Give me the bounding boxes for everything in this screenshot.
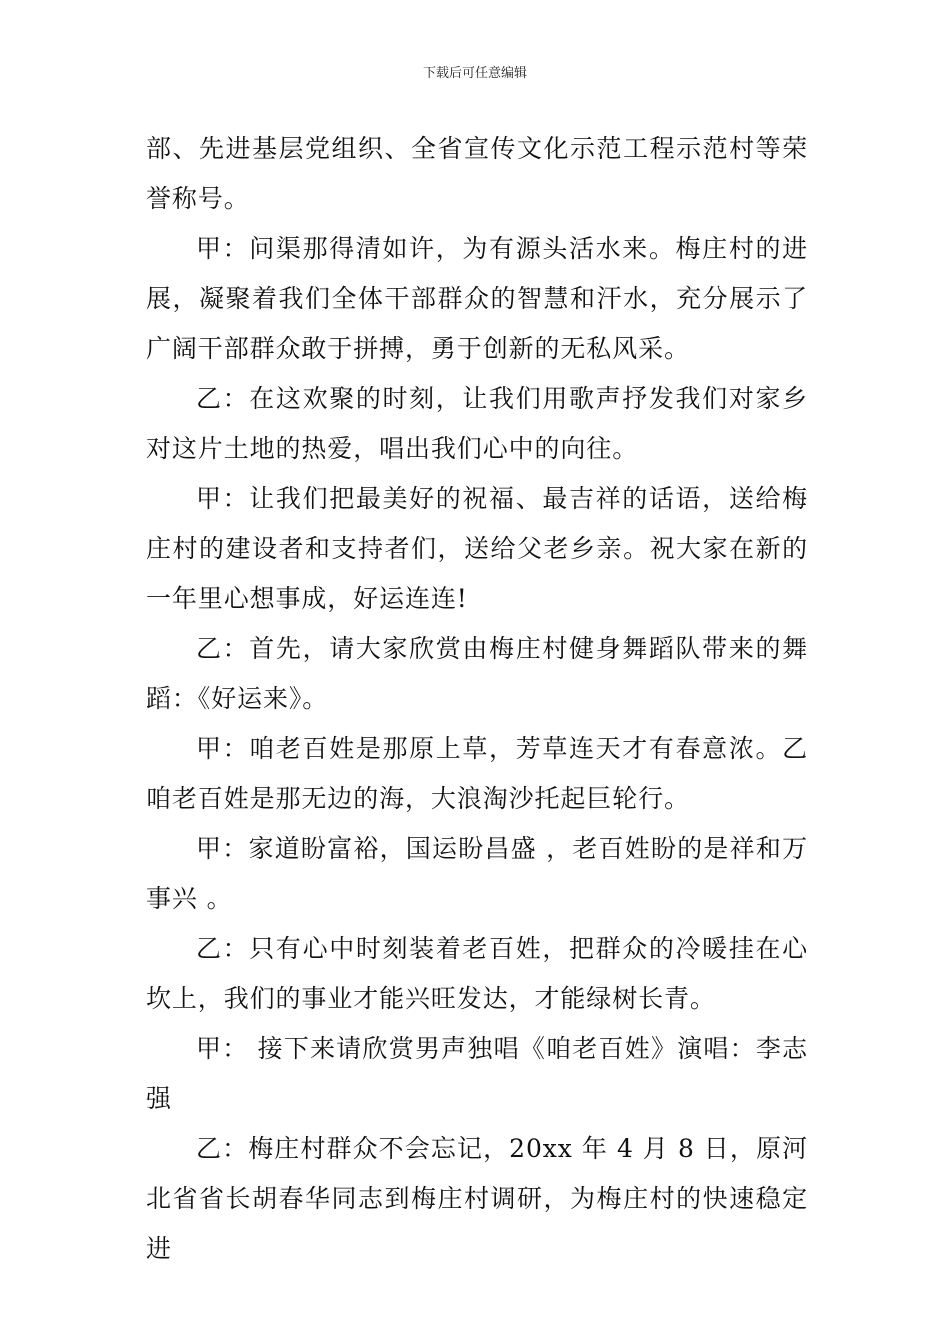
paragraph-jia-4: 甲：家道盼富裕，国运盼昌盛 ，老百姓盼的是祥和万事兴 。 — [146, 834, 808, 913]
paragraph-yi-4: 乙：梅庄村群众不会忘记，20xx 年 4 月 8 日，原河北省省长胡春华同志到梅庄村调研，为梅庄村的快速稳定进 — [146, 1134, 808, 1263]
paragraph-jia-1: 甲：问渠那得清如许，为有源头活水来。梅庄村的进展，凝聚着我们全体干部群众的智慧和汗水，充分展示了广阔干部群众敢于拼搏，勇于创新的无私风采。 — [146, 234, 808, 363]
paragraph-jia-5: 甲： 接下来请欣赏男声独唱《咱老百姓》演唱：李志强 — [146, 1034, 808, 1113]
paragraph-yi-1: 乙：在这欢聚的时刻，让我们用歌声抒发我们对家乡对这片土地的热爱，唱出我们心中的向往。 — [146, 384, 808, 463]
page-header: 下载后可任意编辑 — [422, 66, 527, 81]
paragraph-jia-2: 甲：让我们把最美好的祝福、最吉祥的话语，送给梅庄村的建设者和支持者们，送给父老乡亲。祝大家在新的一年里心想事成，好运连连! — [146, 484, 808, 613]
paragraph-continued: 部、先进基层党组织、全省宣传文化示范工程示范村等荣誉称号。 — [146, 134, 808, 213]
paragraph-yi-2: 乙：首先，请大家欣赏由梅庄村健身舞蹈队带来的舞蹈：《好运来》。 — [146, 634, 808, 713]
paragraph-jia-3: 甲：咱老百姓是那原上草，芳草连天才有春意浓。乙咱老百姓是那无边的海，大浪淘沙托起巨轮行。 — [146, 734, 808, 813]
document-body — [146, 124, 808, 1274]
paragraph-yi-3: 乙：只有心中时刻装着老百姓，把群众的冷暖挂在心坎上，我们的事业才能兴旺发达，才能绿树长青。 — [146, 934, 808, 1013]
